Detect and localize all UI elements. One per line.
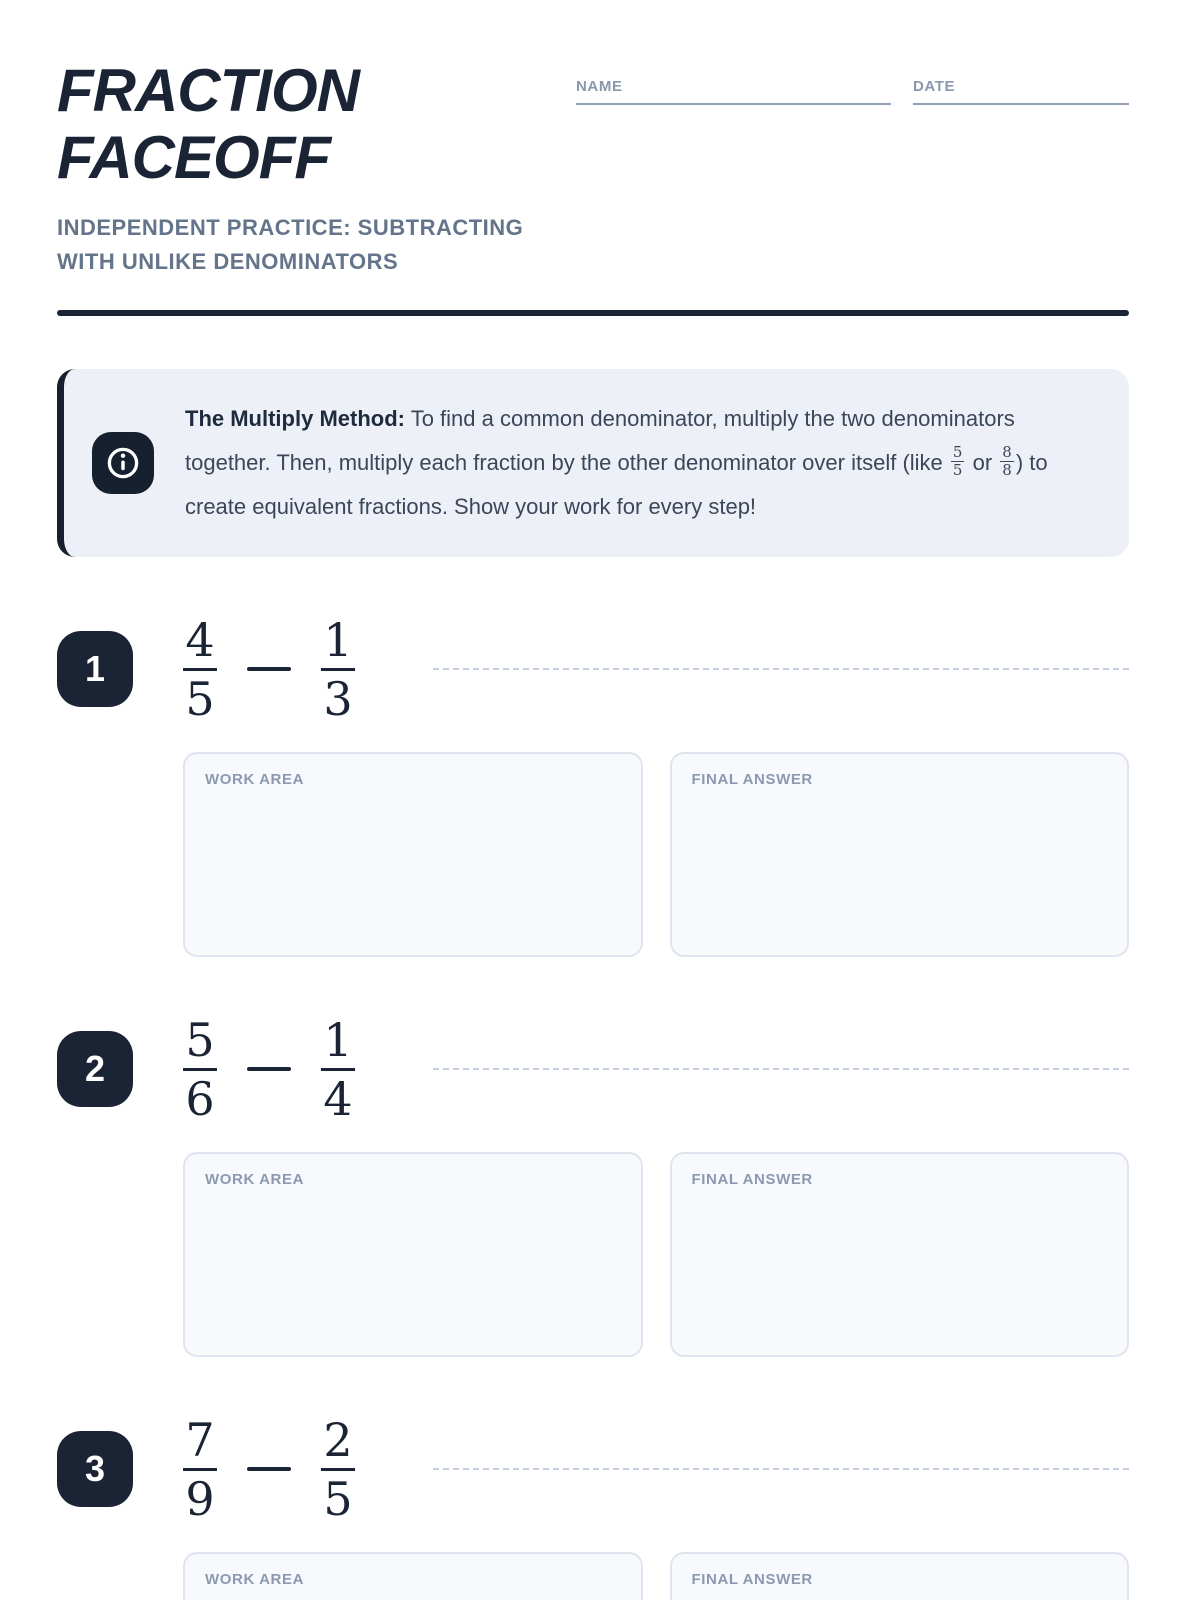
callout-text-2: or — [972, 449, 993, 475]
fraction-bar — [183, 1068, 217, 1071]
fraction-bar — [321, 1468, 355, 1471]
minus-sign — [247, 667, 291, 671]
final-answer-box[interactable] — [670, 1552, 1130, 1600]
answer-dashed-line — [433, 668, 1129, 670]
date-field-label: DATE — [913, 78, 956, 95]
fraction-subtrahend — [321, 1012, 355, 1126]
problem-3 — [57, 1412, 1129, 1600]
numerator: 1 — [323, 1012, 353, 1067]
final-answer-label: FINAL ANSWER — [691, 1570, 813, 1588]
header-divider — [57, 310, 1129, 316]
problem-3-expression — [183, 1412, 355, 1526]
problem-2-expression — [183, 1012, 355, 1126]
problem-2-number-badge — [57, 1031, 133, 1107]
work-area-label: WORK AREA — [205, 1170, 305, 1188]
fraction-bar — [321, 1068, 355, 1071]
denominator: 4 — [323, 1071, 353, 1126]
minus-sign — [247, 1067, 291, 1071]
final-answer-box[interactable] — [670, 1152, 1130, 1357]
final-answer-box[interactable] — [670, 752, 1130, 957]
fraction-minuend — [183, 1412, 217, 1526]
answer-dashed-line — [433, 1068, 1129, 1070]
minus-sign — [247, 1467, 291, 1471]
problem-1-row — [57, 612, 1129, 726]
final-answer-label: FINAL ANSWER — [691, 1170, 813, 1188]
method-callout-text — [185, 397, 1099, 529]
name-date-fields — [576, 78, 1129, 105]
fraction-bar — [183, 1468, 217, 1471]
work-area-label: WORK AREA — [205, 770, 305, 788]
problem-3-work-row — [183, 1552, 1129, 1600]
fraction-subtrahend — [321, 612, 355, 726]
numerator: 1 — [323, 612, 353, 667]
problem-number: 2 — [84, 1048, 106, 1090]
subtitle-line-2: WITH UNLIKE DENOMINATORS — [57, 249, 399, 275]
method-callout — [57, 369, 1129, 557]
fraction-subtrahend — [321, 1412, 355, 1526]
work-area-label: WORK AREA — [205, 1570, 305, 1588]
problem-2-work-row — [183, 1152, 1129, 1357]
date-field[interactable] — [913, 78, 1129, 105]
worksheet-subtitle — [57, 211, 523, 279]
final-answer-label: FINAL ANSWER — [691, 770, 813, 788]
denominator: 3 — [323, 671, 353, 726]
work-area-box[interactable] — [183, 752, 643, 957]
denominator: 5 — [185, 671, 215, 726]
work-area-box[interactable] — [183, 1552, 643, 1600]
problem-2-row — [57, 1012, 1129, 1126]
callout-lead: The Multiply Method: — [185, 405, 405, 431]
problem-1 — [57, 612, 1129, 957]
problem-number: 3 — [84, 1448, 106, 1490]
fraction-minuend — [183, 1012, 217, 1126]
title-block — [57, 57, 523, 280]
problem-1-number-badge — [57, 631, 133, 707]
title-line-2: FACEOFF — [57, 124, 330, 192]
inline-fraction-8-8: $\frac{8}{8}$ — [1002, 442, 1012, 480]
title-line-1: FRACTION — [57, 57, 359, 124]
fraction-bar — [183, 668, 217, 671]
fraction-bar — [321, 668, 355, 671]
numerator: 7 — [185, 1412, 215, 1467]
denominator: 5 — [323, 1471, 353, 1526]
problem-1-work-row — [183, 752, 1129, 957]
problem-2 — [57, 1012, 1129, 1357]
problem-3-row — [57, 1412, 1129, 1526]
answer-dashed-line — [433, 1468, 1129, 1470]
name-field[interactable] — [576, 78, 891, 105]
problem-1-expression — [183, 612, 355, 726]
denominator: 6 — [185, 1071, 215, 1126]
denominator: 9 — [185, 1471, 215, 1526]
worksheet-title — [57, 57, 523, 191]
worksheet-header — [57, 57, 1129, 280]
inline-fraction-5-5: $\frac{5}{5}$ — [952, 442, 963, 480]
callout-text-1: To find a common denominator, multiply the two denominators together. Then, multiply each fraction by the other denominator over itself (like — [185, 405, 1015, 475]
name-field-label: NAME — [576, 78, 623, 95]
problem-number: 1 — [84, 648, 106, 690]
numerator: 2 — [323, 1412, 353, 1467]
numerator: 5 — [185, 1012, 215, 1067]
callout-text-3: ) to create equivalent fractions. Show your work for every step! — [185, 449, 1048, 519]
subtitle-line-1: INDEPENDENT PRACTICE: SUBTRACTING — [57, 215, 524, 241]
work-area-box[interactable] — [183, 1152, 643, 1357]
numerator: 4 — [185, 612, 215, 667]
info-icon — [92, 432, 154, 494]
problem-3-number-badge — [57, 1431, 133, 1507]
fraction-minuend — [183, 612, 217, 726]
